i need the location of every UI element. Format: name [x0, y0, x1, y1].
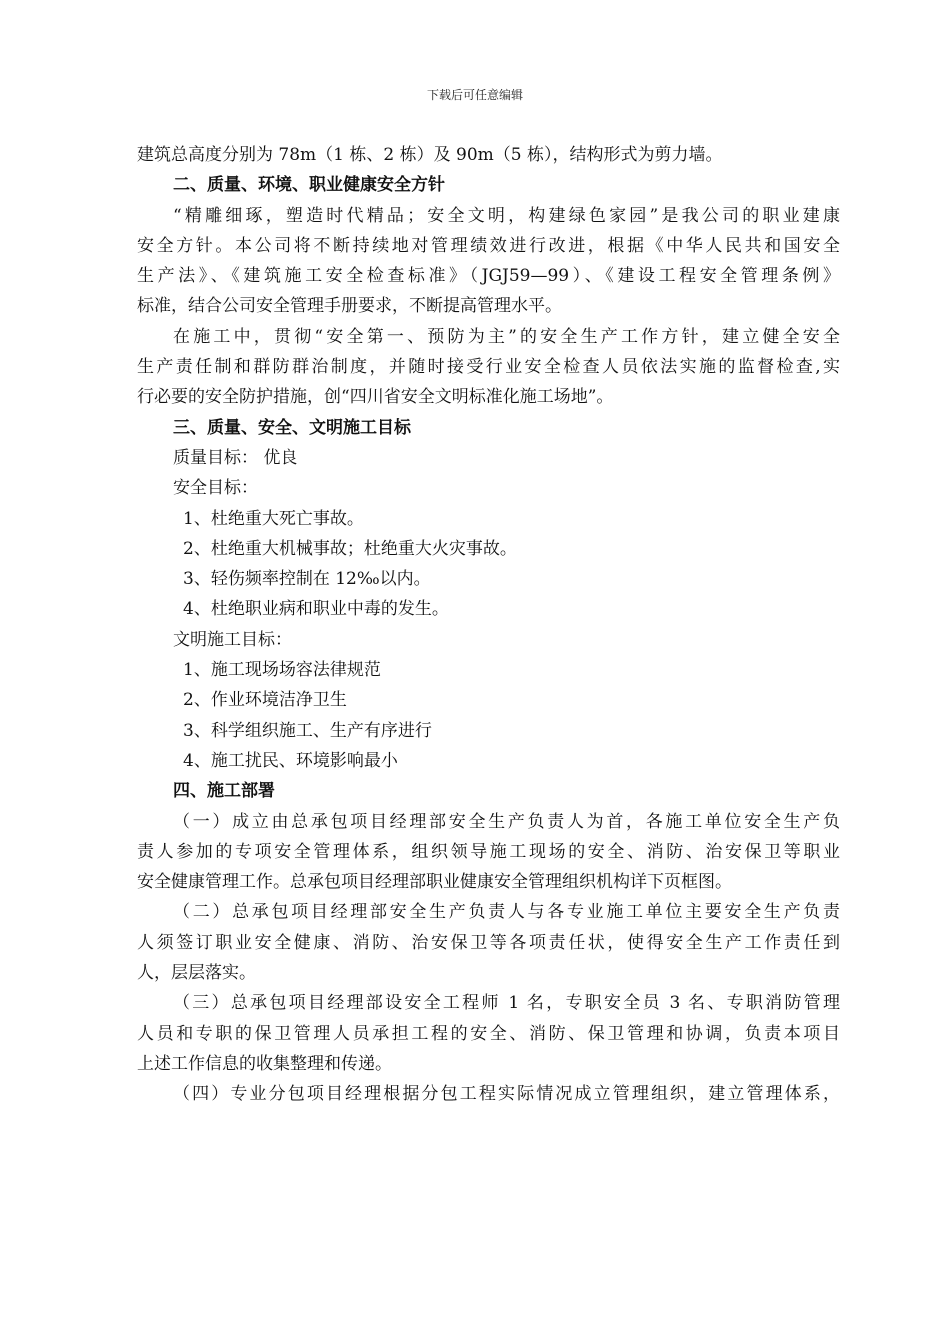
text-line: 标准，结合公司安全管理手册要求，不断提高管理水平。: [137, 296, 562, 317]
text-line: 人，层层落实。: [137, 963, 256, 984]
text-line: 责人参加的专项安全管理体系，组织领导施工现场的安全、消防、治安保卫等职业: [137, 841, 840, 862]
text-line: 文明施工目标：: [173, 629, 292, 650]
text-line: 2、作业环境洁净卫生: [183, 690, 347, 711]
text-line: 安全目标：: [173, 478, 258, 499]
text-line: 建筑总高度分别为 78m（1 栋、2 栋）及 90m（5 栋），结构形式为剪力墙。: [137, 145, 723, 165]
text-line: “精雕细琢，塑造时代精品；安全文明，构建绿色家园”是我公司的职业建康: [173, 205, 840, 226]
text-line: 人员和专职的保卫管理人员承担工程的安全、消防、保卫管理和协调，负责本项目: [137, 1023, 840, 1044]
text-line: 人须签订职业安全健康、消防、治安保卫等各项责任状，使得安全生产工作责任到: [137, 932, 840, 953]
text-line: （二）总承包项目经理部安全生产负责人与各专业施工单位主要安全生产负责: [173, 902, 840, 923]
text-line: 安全方针。本公司将不断持续地对管理绩效进行改进，根据《中华人民共和国安全: [137, 235, 840, 256]
page-header: 下载后可任意编辑: [426, 88, 523, 102]
section-heading: 三、质量、安全、文明施工目标: [173, 417, 411, 438]
text-line: 生产责任制和群防群治制度，并随时接受行业安全检查人员依法实施的监督检查,实: [137, 357, 840, 378]
text-line: （四）专业分包项目经理根据分包工程实际情况成立管理组织，建立管理体系，: [173, 1084, 840, 1105]
text-line: 2、杜绝重大机械事故；杜绝重大火灾事故。: [183, 538, 517, 559]
text-line: 4、施工扰民、环境影响最小: [183, 750, 398, 771]
text-line: 3、科学组织施工、生产有序进行: [183, 720, 432, 741]
section-heading: 二、质量、环境、职业健康安全方针: [173, 175, 445, 196]
text-line: （一）成立由总承包项目经理部安全生产负责人为首，各施工单位安全生产负: [173, 811, 840, 832]
document-body: [137, 140, 840, 1110]
text-line: 3、轻伤频率控制在 12‰以内。: [183, 569, 431, 590]
text-line: 生产法》、《建筑施工安全检查标准》（JGJ59—99）、《建设工程安全管理条例》: [137, 266, 840, 287]
text-line: 4、杜绝职业病和职业中毒的发生。: [183, 599, 449, 620]
text-line: 上述工作信息的收集整理和传递。: [137, 1053, 392, 1074]
section-heading: 四、施工部署: [173, 781, 275, 802]
text-line: 1、杜绝重大死亡事故。: [183, 508, 364, 529]
text-line: 安全健康管理工作。总承包项目经理部职业健康安全管理组织机构详下页框图。: [137, 872, 732, 893]
text-line: （三）总承包项目经理部设安全工程师 1 名，专职安全员 3 名、专职消防管理: [173, 993, 840, 1014]
text-line: 1、施工现场场容法律规范: [183, 660, 381, 681]
text-line: 行必要的安全防护措施，创“四川省安全文明标准化施工场地”。: [137, 387, 614, 408]
text-line: 质量目标： 优良: [173, 447, 298, 468]
text-line: 在施工中，贯彻“安全第一、预防为主”的安全生产工作方针，建立健全安全: [173, 326, 840, 347]
